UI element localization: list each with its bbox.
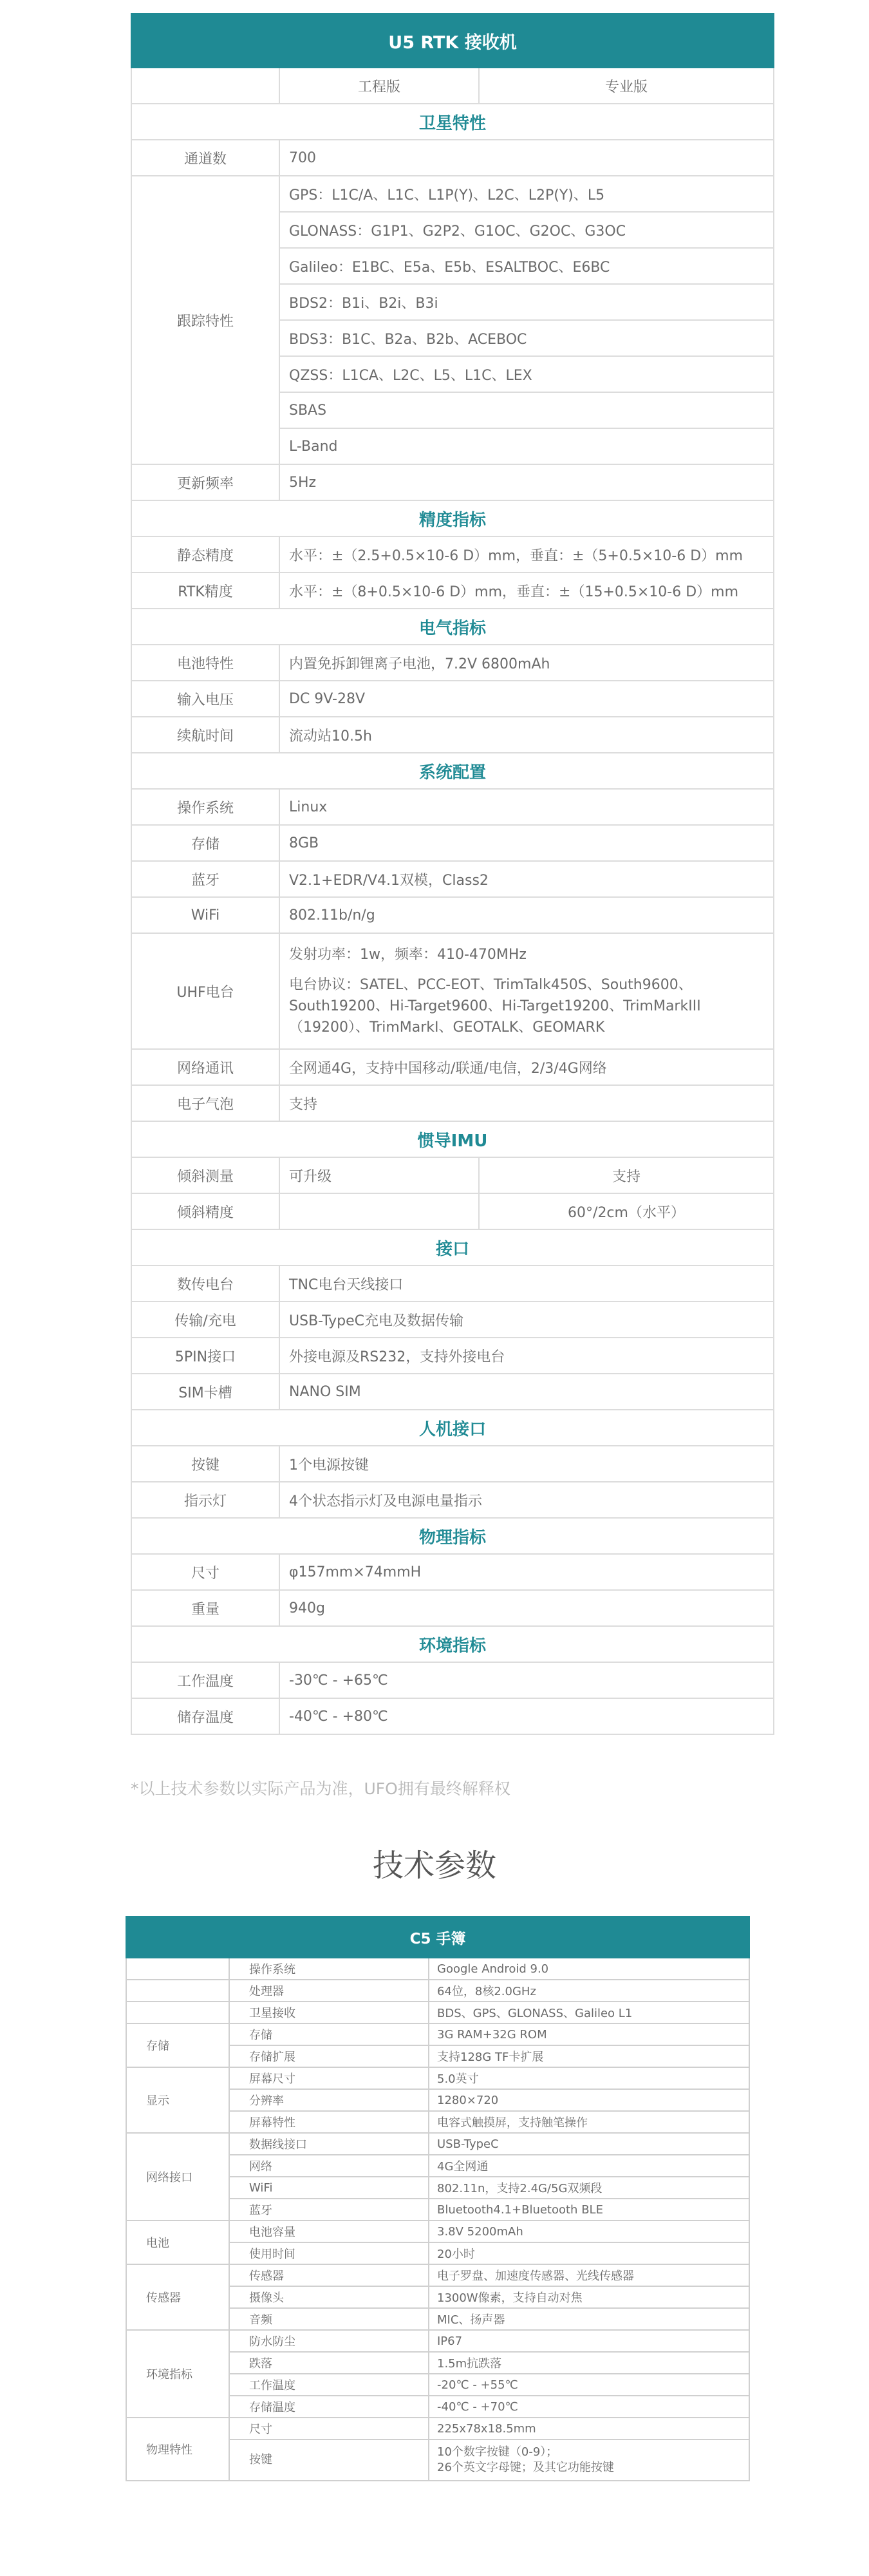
table-row: [126, 2330, 749, 2352]
row-label: 输入电压: [131, 681, 279, 717]
group-blank: [126, 1980, 229, 2002]
row-value: 水平：±（2.5+0.5×10-6 D）mm，垂直：±（5+0.5×10-6 D）mm: [279, 536, 774, 573]
row-value: 64位，8核2.0GHz: [429, 1980, 749, 2002]
row-value: BDS、GPS、GLONASS、Galileo L1: [429, 2002, 749, 2023]
table-row: [126, 2418, 749, 2439]
row-label: 尺寸: [229, 2418, 429, 2439]
table-row: [126, 2023, 749, 2045]
row-value-professional: 60°/2cm（水平）: [479, 1193, 774, 1229]
row-value: TNC电台天线接口: [279, 1265, 774, 1302]
row-value-engineering: 可升级: [279, 1157, 479, 1193]
row-label: 通道数: [131, 140, 279, 176]
table-row: [126, 2221, 749, 2242]
row-value: USB-TypeC充电及数据传输: [279, 1302, 774, 1338]
row-label: SIM卡槽: [131, 1374, 279, 1410]
tracking-gps: GPS：L1C/A、L1C、L1P(Y)、L2C、L2P(Y)、L5: [279, 176, 774, 212]
row-value: 流动站10.5h: [279, 717, 774, 753]
row-value-engineering: [279, 1193, 479, 1229]
row-value: 4G全网通: [429, 2155, 749, 2177]
section-imu: 惯导IMU: [131, 1121, 774, 1157]
row-value: USB-TypeC: [429, 2133, 749, 2155]
row-label: UHF电台: [131, 933, 279, 1049]
row-label: 电池容量: [229, 2221, 429, 2242]
row-value: 水平：±（8+0.5×10-6 D）mm，垂直：±（15+0.5×10-6 D）mm: [279, 573, 774, 609]
row-value: IP67: [429, 2330, 749, 2352]
row-label: 储存温度: [131, 1698, 279, 1734]
row-label: 传感器: [229, 2264, 429, 2286]
row-label: RTK精度: [131, 573, 279, 609]
row-label: 倾斜精度: [131, 1193, 279, 1229]
row-label: 分辨率: [229, 2089, 429, 2111]
row-value: -20℃ - +55℃: [429, 2374, 749, 2396]
group-label: 传感器: [126, 2264, 229, 2330]
row-label: 存储: [131, 825, 279, 861]
row-value: Bluetooth4.1+Bluetooth BLE: [429, 2199, 749, 2221]
row-value: 电子罗盘、加速度传感器、光线传感器: [429, 2264, 749, 2286]
section-interface: 接口: [131, 1229, 774, 1265]
row-label: 操作系统: [131, 789, 279, 825]
row-value: 1300W像素，支持自动对焦: [429, 2286, 749, 2308]
row-label: 更新频率: [131, 464, 279, 500]
row-value: 外接电源及RS232，支持外接电台: [279, 1338, 774, 1374]
row-label: 倾斜测量: [131, 1157, 279, 1193]
table-row: [126, 1958, 749, 1980]
row-label: 存储: [229, 2023, 429, 2045]
group-label: 显示: [126, 2067, 229, 2133]
group-label: 电池: [126, 2221, 229, 2264]
table-row: [126, 1980, 749, 2002]
row-value: 1.5m抗跌落: [429, 2352, 749, 2374]
row-label: 屏幕尺寸: [229, 2067, 429, 2089]
row-value: 20小时: [429, 2242, 749, 2264]
row-value: DC 9V-28V: [279, 681, 774, 717]
tracking-lband: L-Band: [279, 428, 774, 464]
row-value: 940g: [279, 1590, 774, 1626]
row-label: 重量: [131, 1590, 279, 1626]
section-physical: 物理指标: [131, 1518, 774, 1554]
section-system: 系统配置: [131, 753, 774, 789]
row-label: 按键: [131, 1446, 279, 1482]
row-label: 数据线接口: [229, 2133, 429, 2155]
row-value: 3.8V 5200mAh: [429, 2221, 749, 2242]
row-label: 蓝牙: [131, 861, 279, 897]
row-value: 支持128G TF卡扩展: [429, 2045, 749, 2067]
row-value: Linux: [279, 789, 774, 825]
row-value: -40℃ - +70℃: [429, 2396, 749, 2418]
row-label: 跟踪特性: [131, 176, 279, 464]
tracking-galileo: Galileo：E1BC、E5a、E5b、ESALTBOC、E6BC: [279, 248, 774, 284]
row-value: 802.11n，支持2.4G/5G双频段: [429, 2177, 749, 2199]
row-value: V2.1+EDR/V4.1双模，Class2: [279, 861, 774, 897]
uhf-power: 发射功率：1w，频率：410-470MHz: [289, 947, 527, 963]
row-value: 4个状态指示灯及电源电量指示: [279, 1482, 774, 1518]
group-label: 环境指标: [126, 2330, 229, 2418]
row-value-line: 10个数字按键（0-9）；: [437, 2445, 558, 2459]
tracking-bds3: BDS3：B1C、B2a、B2b、ACEBOC: [279, 320, 774, 356]
row-label: 按键: [229, 2439, 429, 2481]
row-value: 全网通4G，支持中国移动/联通/电信，2/3/4G网络: [279, 1049, 774, 1085]
row-label: 工作温度: [131, 1662, 279, 1698]
uhf-protocols: 电台协议：SATEL、PCC-EOT、TrimTalk450S、South9600、South19200、Hi-Target9600、Hi-Target19200、TrimMarkIII（19200）、TrimMarkI、GEOTALK、GEOMARK: [289, 977, 701, 1036]
row-value: -30℃ - +65℃: [279, 1662, 774, 1698]
row-label: 尺寸: [131, 1554, 279, 1590]
row-label: 指示灯: [131, 1482, 279, 1518]
table-row: [126, 2264, 749, 2286]
group-label: 存储: [126, 2023, 229, 2067]
group-blank: [126, 1958, 229, 1980]
u5-table-title: U5 RTK 接收机: [131, 14, 774, 68]
row-value: -40℃ - +80℃: [279, 1698, 774, 1734]
row-label: 续航时间: [131, 717, 279, 753]
row-value: 电容式触摸屏，支持触笔操作: [429, 2111, 749, 2133]
row-value: 225x78x18.5mm: [429, 2418, 749, 2439]
row-value: 700: [279, 140, 774, 176]
header-blank: [131, 68, 279, 104]
row-label: 网络通讯: [131, 1049, 279, 1085]
row-value: 3G RAM+32G ROM: [429, 2023, 749, 2045]
table-row: [126, 2002, 749, 2023]
row-value: 5.0英寸: [429, 2067, 749, 2089]
row-label: 静态精度: [131, 536, 279, 573]
row-label: 卫星接收: [229, 2002, 429, 2023]
tracking-glonass: GLONASS：G1P1、G2P2、G1OC、G2OC、G3OC: [279, 212, 774, 248]
tracking-bds2: BDS2：B1i、B2i、B3i: [279, 284, 774, 320]
table-row: [126, 2133, 749, 2155]
row-value: 1个电源按键: [279, 1446, 774, 1482]
section-hmi: 人机接口: [131, 1410, 774, 1446]
row-value: 8GB: [279, 825, 774, 861]
row-value-line: 26个英文字母键；及其它功能按键: [437, 2461, 614, 2474]
row-label: 网络: [229, 2155, 429, 2177]
c5-spec-table: [126, 1916, 750, 2481]
row-label: 数传电台: [131, 1265, 279, 1302]
row-label: 存储扩展: [229, 2045, 429, 2067]
header-professional: 专业版: [479, 68, 774, 104]
row-label: 蓝牙: [229, 2199, 429, 2221]
tracking-qzss: QZSS：L1CA、L2C、L5、L1C、LEX: [279, 356, 774, 392]
row-label: 操作系统: [229, 1958, 429, 1980]
row-value: 802.11b/n/g: [279, 897, 774, 933]
section-accuracy: 精度指标: [131, 500, 774, 536]
uhf-value: [279, 933, 774, 1049]
group-label: 网络接口: [126, 2133, 229, 2221]
row-value: φ157mm×74mmH: [279, 1554, 774, 1590]
row-label: 电池特性: [131, 645, 279, 681]
disclaimer-note: *以上技术参数以实际产品为准，UFO拥有最终解释权: [131, 1779, 510, 1798]
row-label: 使用时间: [229, 2242, 429, 2264]
row-label: WiFi: [131, 897, 279, 933]
row-value: Google Android 9.0: [429, 1958, 749, 1980]
row-value: 1280×720: [429, 2089, 749, 2111]
group-blank: [126, 2002, 229, 2023]
row-value: 支持: [279, 1085, 774, 1121]
c5-table-title: C5 手簿: [126, 1917, 749, 1958]
tracking-sbas: SBAS: [279, 392, 774, 428]
row-value: 内置免拆卸锂离子电池，7.2V 6800mAh: [279, 645, 774, 681]
row-label: 跌落: [229, 2352, 429, 2374]
header-engineering: 工程版: [279, 68, 479, 104]
row-label: 摄像头: [229, 2286, 429, 2308]
table-row: [126, 2067, 749, 2089]
u5-spec-table: [131, 13, 774, 1735]
row-label: 处理器: [229, 1980, 429, 2002]
section-electrical: 电气指标: [131, 609, 774, 645]
row-value: [429, 2439, 749, 2481]
row-label: 音频: [229, 2308, 429, 2330]
group-label: 物理特性: [126, 2418, 229, 2481]
row-value: NANO SIM: [279, 1374, 774, 1410]
row-label: WiFi: [229, 2177, 429, 2199]
row-label: 传输/充电: [131, 1302, 279, 1338]
row-label: 工作温度: [229, 2374, 429, 2396]
row-value: 5Hz: [279, 464, 774, 500]
row-value: MIC、扬声器: [429, 2308, 749, 2330]
row-label: 电子气泡: [131, 1085, 279, 1121]
section-environment: 环境指标: [131, 1626, 774, 1662]
row-value-professional: 支持: [479, 1157, 774, 1193]
row-label: 存储温度: [229, 2396, 429, 2418]
row-label: 5PIN接口: [131, 1338, 279, 1374]
row-label: 屏幕特性: [229, 2111, 429, 2133]
section-heading: 技术参数: [372, 1848, 496, 1884]
row-label: 防水防尘: [229, 2330, 429, 2352]
section-satellite: 卫星特性: [131, 104, 774, 140]
